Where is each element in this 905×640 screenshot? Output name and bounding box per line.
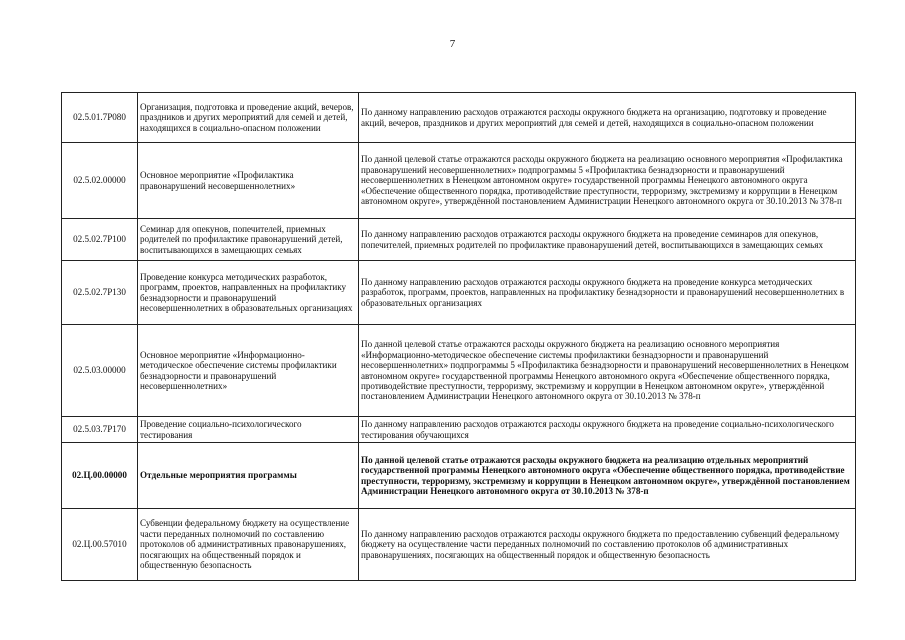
- item-name-cell: Семинар для опекунов, попечителей, приемных родителей по профилактике правонарушений детей, воспитывающихся в замещающих семьях: [138, 219, 359, 261]
- description-cell: По данной целевой статье отражаются расходы окружного бюджета на реализацию отдельных мероприятий государственной программы Ненецкого автономного округа «Обеспечение общественного порядка, противодействие преступности, терроризму, экстремизму и коррупции в Ненецком автономном округе», утверждённой постановлением Администрации Ненецкого автономного округа от 30.10.2013 № 378-п: [359, 443, 856, 509]
- table-row: [62, 509, 856, 581]
- target-code-cell: 02.5.01.7Р080: [62, 93, 138, 143]
- description-cell: По данному направлению расходов отражаются расходы окружного бюджета на организацию, подготовку и проведение акций, вечеров, праздников и других мероприятий для семей и детей, находящихся в социально-опасном положении: [359, 93, 856, 143]
- target-code-cell: 02.5.02.7Р100: [62, 219, 138, 261]
- item-name-cell: Проведение конкурса методических разработок, программ, проектов, направленных на профилактику безнадзорности и правонарушений несовершеннолетних в образовательных организациях: [138, 261, 359, 325]
- table-row: [62, 219, 856, 261]
- item-name-cell: Субвенции федеральному бюджету на осуществление части переданных полномочий по составлению протоколов об административных правонарушениях, посягающих на общественный порядок и общественную безопасность: [138, 509, 359, 581]
- target-code-cell: 02.5.02.7Р130: [62, 261, 138, 325]
- item-name-cell: Организация, подготовка и проведение акций, вечеров, праздников и других мероприятий для семей и детей, находящихся в социально-опасном положении: [138, 93, 359, 143]
- table-row: [62, 143, 856, 219]
- description-cell: По данному направлению расходов отражаются расходы окружного бюджета на проведение семинаров для опекунов, попечителей, приемных родителей по профилактике правонарушений детей, воспитывающихся в замещающих семьях: [359, 219, 856, 261]
- table-row: [62, 93, 856, 143]
- budget-classification-table: [61, 92, 856, 581]
- target-code-cell: 02.Ц.00.00000: [62, 443, 138, 509]
- item-name-cell: Основное мероприятие «Информационно-методическое обеспечение системы профилактики безнадзорности и правонарушений несовершеннолетних»: [138, 325, 359, 417]
- description-cell: По данному направлению расходов отражаются расходы окружного бюджета на проведение конкурса методических разработок, программ, проектов, направленных на профилактику безнадзорности и правонарушений несовершеннолетних в образовательных организациях: [359, 261, 856, 325]
- description-cell: По данной целевой статье отражаются расходы окружного бюджета на реализацию основного мероприятия «Профилактика правонарушений несовершеннолетних» подпрограммы 5 «Профилактика безнадзорности и правонарушений несовершеннолетних в Ненецком автономном округе» государственной программы Ненецкого автономного округа «Обеспечение общественного порядка, противодействие преступности, терроризму, экстремизму и коррупции в Ненецком автономном округе», утверждённой постановлением Администрации Ненецкого автономного округа от 30.10.2013 № 378-п: [359, 143, 856, 219]
- item-name-cell: Проведение социально-психологического тестирования: [138, 417, 359, 443]
- table-row: [62, 443, 856, 509]
- item-name-cell: Основное мероприятие «Профилактика правонарушений несовершеннолетних»: [138, 143, 359, 219]
- description-cell: По данной целевой статье отражаются расходы окружного бюджета на реализацию основного мероприятия «Информационно-методическое обеспечение системы профилактики безнадзорности и правонарушений несовершеннолетних» подпрограммы 5 «Профилактика безнадзорности и правонарушений несовершеннолетних в Ненецком автономном округе» государственной программы Ненецкого автономного округа «Обеспечение общественного порядка, противодействие преступности, терроризму, экстремизму и коррупции в Ненецком автономном округе», утверждённой постановлением Администрации Ненецкого автономного округа от 30.10.2013 № 378-п: [359, 325, 856, 417]
- table-row: [62, 417, 856, 443]
- target-code-cell: 02.5.03.7Р170: [62, 417, 138, 443]
- table-row: [62, 261, 856, 325]
- target-code-cell: 02.5.03.00000: [62, 325, 138, 417]
- target-code-cell: 02.Ц.00.57010: [62, 509, 138, 581]
- item-name-cell: Отдельные мероприятия программы: [138, 443, 359, 509]
- target-code-cell: 02.5.02.00000: [62, 143, 138, 219]
- description-cell: По данному направлению расходов отражаются расходы окружного бюджета на проведение социально-психологического тестирования обучающихся: [359, 417, 856, 443]
- description-cell: По данному направлению расходов отражаются расходы окружного бюджета по предоставлению субвенций федеральному бюджету на осуществление части переданных полномочий по составлению протоколов об административных правонарушениях, посягающих на общественный порядок и общественную безопасность: [359, 509, 856, 581]
- page-number: 7: [449, 38, 456, 50]
- table-row: [62, 325, 856, 417]
